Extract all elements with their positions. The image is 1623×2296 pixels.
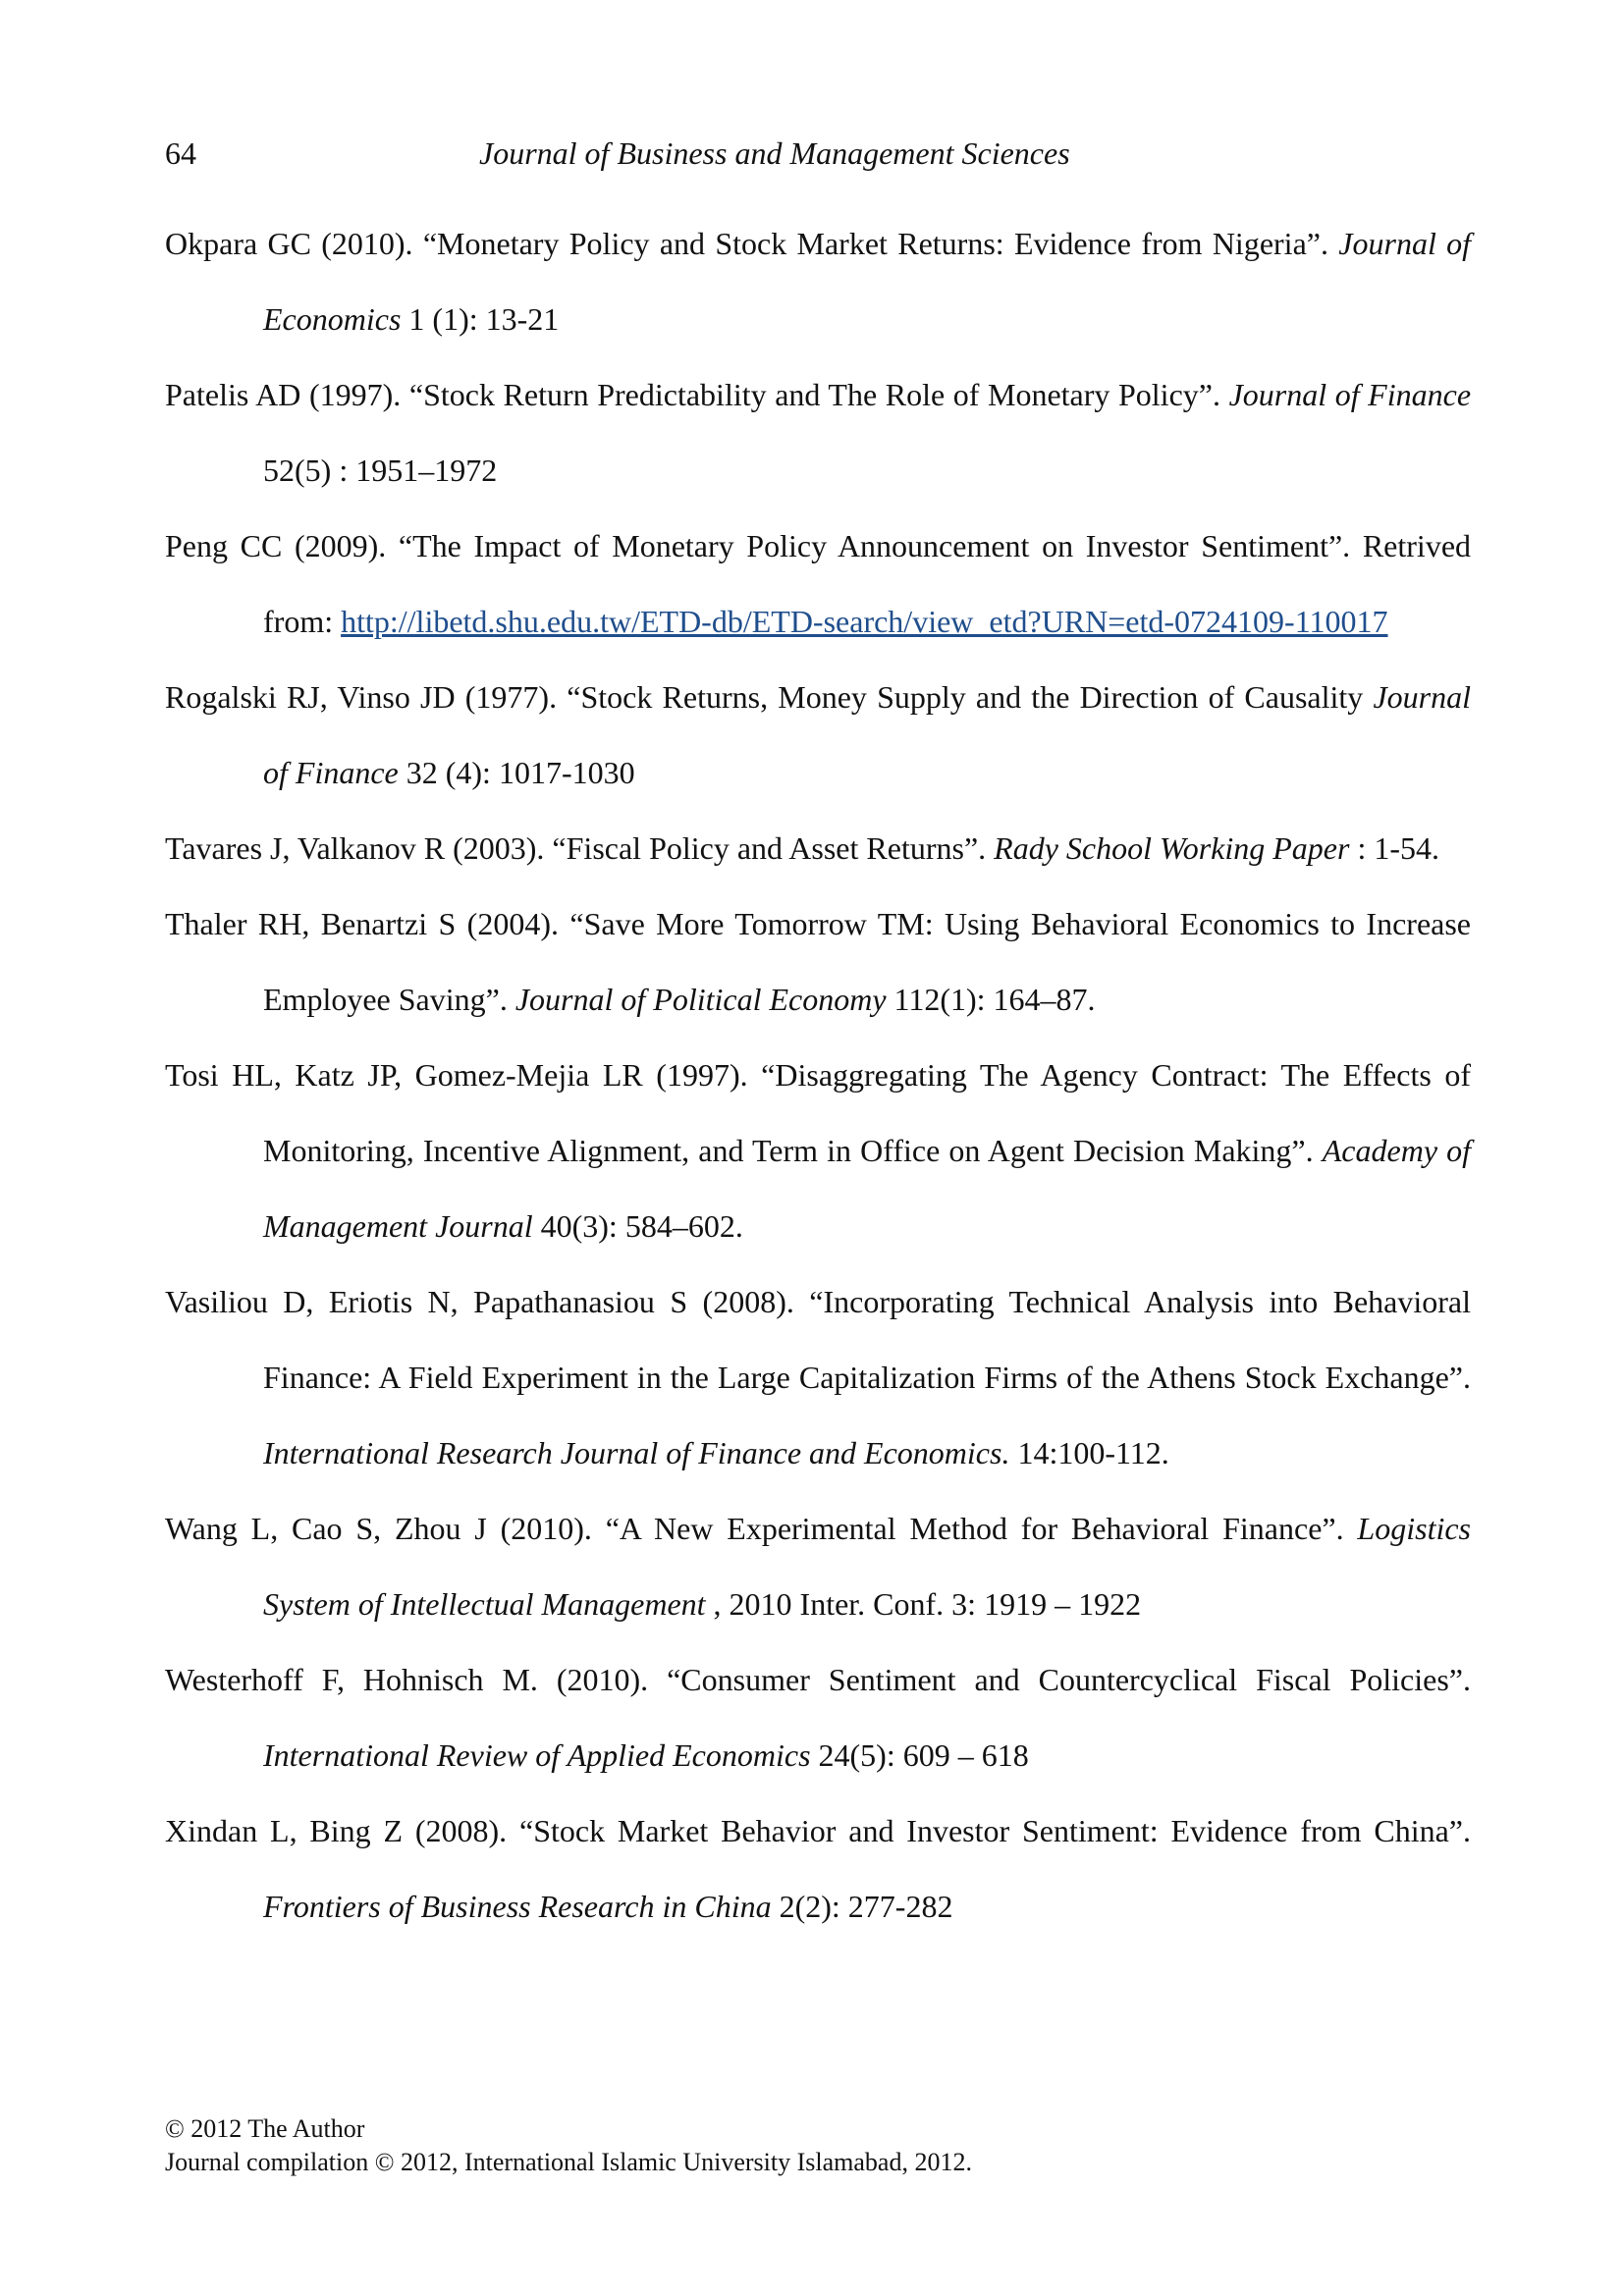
reference-title: “Stock Returns, Money Supply and the Direction of Causality bbox=[567, 679, 1374, 715]
reference-entry bbox=[165, 508, 1471, 660]
reference-title: “Monetary Policy and Stock Market Returns: Evidence from Nigeria”. bbox=[422, 226, 1339, 261]
footer-copyright: © 2012 The Author bbox=[165, 2114, 365, 2143]
reference-authors: Thaler RH, Benartzi S (2004). bbox=[165, 906, 570, 941]
reference-details: : 1-54. bbox=[1349, 830, 1439, 866]
reference-details: 112(1): 164–87. bbox=[886, 982, 1096, 1017]
reference-journal: Academy of Management Journal bbox=[263, 1133, 1472, 1244]
reference-authors: Vasiliou D, Eriotis N, Papathanasiou S (2008). bbox=[165, 1284, 810, 1319]
reference-entry bbox=[165, 886, 1471, 1038]
reference-authors: Okpara GC (2010). bbox=[165, 226, 423, 261]
reference-authors: Rogalski RJ, Vinso JD (1977). bbox=[165, 679, 568, 715]
reference-details: , 2010 Inter. Conf. 3: 1919 – 1922 bbox=[705, 1586, 1142, 1622]
reference-entry bbox=[165, 1264, 1471, 1491]
reference-journal: Journal of Finance bbox=[1228, 377, 1472, 412]
reference-entry bbox=[165, 1038, 1471, 1264]
reference-authors: Wang L, Cao S, Zhou J (2010). bbox=[165, 1511, 606, 1546]
reference-journal: Journal of Economics bbox=[263, 226, 1472, 337]
reference-authors: Patelis AD (1997). bbox=[165, 377, 409, 412]
reference-authors: Peng CC (2009). bbox=[165, 528, 399, 563]
reference-authors: Westerhoff F, Hohnisch M. (2010). bbox=[165, 1662, 668, 1697]
reference-details: 14:100-112. bbox=[1009, 1435, 1169, 1470]
reference-title: “Disaggregating The Agency Contract: The Effects of Monitoring, Incentive Alignment, and Term in Office on Agent Decision Making”. bbox=[263, 1057, 1471, 1168]
reference-title: “The Impact of Monetary Policy Announcement on Investor Sentiment”. bbox=[398, 528, 1363, 563]
reference-list bbox=[165, 206, 1471, 1945]
reference-journal: Logistics System of Intellectual Management bbox=[263, 1511, 1471, 1622]
footer-compilation: Journal compilation © 2012, International Islamic University Islamabad, 2012. bbox=[165, 2148, 972, 2176]
reference-entry bbox=[165, 660, 1471, 811]
reference-details: 1 (1): 13-21 bbox=[401, 301, 560, 337]
journal-title: Journal of Business and Management Sciences bbox=[479, 135, 1070, 171]
reference-entry bbox=[165, 1491, 1471, 1642]
reference-authors: Tavares J, Valkanov R (2003). bbox=[165, 830, 553, 866]
reference-entry bbox=[165, 206, 1471, 357]
reference-url-link[interactable]: http://libetd.shu.edu.tw/ETD-db/ETD-search/view_etd?URN=etd-0724109-110017 bbox=[341, 604, 1388, 639]
reference-entry bbox=[165, 811, 1471, 886]
reference-title: “Consumer Sentiment and Countercyclical Fiscal Policies”. bbox=[667, 1662, 1472, 1697]
reference-title: “Fiscal Policy and Asset Returns”. bbox=[552, 830, 995, 866]
reference-details: 40(3): 584–602. bbox=[532, 1208, 743, 1244]
reference-entry bbox=[165, 1793, 1471, 1945]
reference-authors: Xindan L, Bing Z (2008). bbox=[165, 1813, 519, 1848]
reference-title: “Stock Return Predictability and The Role of Monetary Policy”. bbox=[408, 377, 1229, 412]
reference-entry bbox=[165, 1642, 1471, 1793]
reference-title: “Stock Market Behavior and Investor Sentiment: Evidence from China”. bbox=[518, 1813, 1472, 1848]
page-header bbox=[165, 135, 1471, 181]
reference-title: “A New Experimental Method for Behavioral Finance”. bbox=[605, 1511, 1358, 1546]
page-number: 64 bbox=[165, 135, 196, 171]
reference-details: 32 (4): 1017-1030 bbox=[398, 755, 635, 790]
reference-details: 2(2): 277-282 bbox=[771, 1889, 953, 1924]
reference-journal: Frontiers of Business Research in China bbox=[263, 1889, 772, 1924]
reference-entry bbox=[165, 357, 1471, 508]
reference-details: 52(5) : 1951–1972 bbox=[263, 453, 498, 488]
reference-title: “Save More Tomorrow TM: Using Behavioral Economics to Increase Employee Saving”. bbox=[263, 906, 1472, 1017]
reference-journal: Journal of Finance bbox=[263, 679, 1472, 790]
reference-authors: Tosi HL, Katz JP, Gomez-Mejia LR (1997). bbox=[165, 1057, 762, 1093]
page-footer bbox=[165, 2112, 972, 2179]
reference-journal: International Review of Applied Economics bbox=[263, 1737, 811, 1773]
reference-journal: Rady School Working Paper bbox=[994, 830, 1350, 866]
reference-details: 24(5): 609 – 618 bbox=[810, 1737, 1029, 1773]
reference-journal: Journal of Political Economy bbox=[514, 982, 887, 1017]
reference-journal: International Research Journal of Finance and Economics. bbox=[263, 1435, 1010, 1470]
reference-title: “Incorporating Technical Analysis into Behavioral Finance: A Field Experiment in the Large Capitalization Firms of the Athens Stock Exchange”. bbox=[263, 1284, 1472, 1395]
reference-prefix: Retrived from: bbox=[263, 528, 1472, 639]
